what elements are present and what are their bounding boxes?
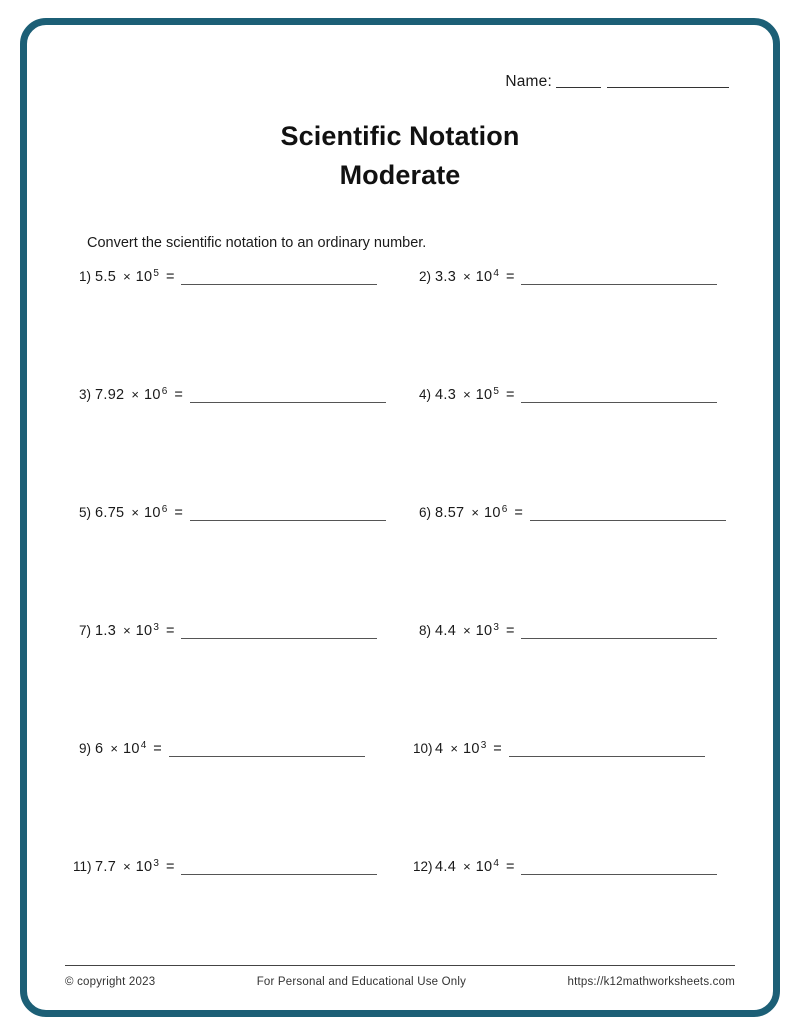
problem-number: 8) [419,623,432,639]
base: 10 [484,505,501,522]
coefficient: 4.4 [435,859,457,876]
answer-input[interactable] [169,741,365,757]
multiply-icon: × [471,505,480,521]
base: 10 [135,623,153,640]
problem-expression [435,623,521,639]
usage-text: For Personal and Educational Use Only [256,976,467,988]
multiply-icon: × [463,623,471,639]
exponent: 3 [153,858,159,870]
base: 10 [144,387,161,404]
equals-sign: = [505,269,515,286]
answer-input[interactable] [181,269,377,285]
worksheet-frame [20,18,780,1017]
exponent: 6 [161,386,168,398]
answer-input[interactable] [181,859,377,875]
base: 10 [144,505,161,522]
coefficient: 7.7 [95,859,117,876]
multiply-icon: × [450,741,458,757]
problem-expression [95,741,169,757]
coefficient: 6.75 [95,505,125,522]
problem-expression [95,623,181,639]
name-label: Name: [505,73,552,90]
problem-number: 4) [419,387,432,403]
problem-expression [435,741,509,757]
instructions: Convert the scientific notation to an ordinary number. [87,235,427,252]
problem-expression [435,387,521,403]
name-blank-long[interactable] [607,87,729,88]
answer-input[interactable] [521,859,717,875]
exponent: 4 [493,858,499,870]
answer-input[interactable] [190,505,386,521]
problem-item [65,265,395,383]
answer-input[interactable] [190,387,386,403]
problem-expression [95,505,190,521]
equals-sign: = [505,859,515,876]
problem-expression [435,505,530,521]
answer-input[interactable] [521,269,717,285]
problem-number: 9) [79,741,92,757]
multiply-icon: × [131,387,140,403]
name-row [65,73,735,91]
problem-expression [95,387,190,403]
footer-row [65,976,735,988]
base: 10 [475,269,493,286]
multiply-icon: × [463,269,471,285]
footer-divider [65,965,735,966]
multiply-icon: × [131,505,140,521]
page-title [65,117,735,195]
exponent: 6 [501,504,508,516]
equals-sign: = [165,269,175,286]
name-blank-short[interactable] [556,87,601,88]
problem-number: 6) [419,505,432,521]
problem-expression [435,859,521,875]
footer [65,965,735,988]
coefficient: 5.5 [95,269,117,286]
problem-item [65,855,395,973]
copyright-text: © copyright 2023 [65,976,156,988]
problem-item [65,383,395,501]
base: 10 [475,623,493,640]
base: 10 [122,741,140,758]
multiply-icon: × [110,741,118,757]
exponent: 3 [153,622,159,634]
coefficient: 4 [435,741,444,758]
problem-grid [65,265,735,973]
problem-expression [435,269,521,285]
equals-sign: = [165,859,175,876]
equals-sign: = [174,505,183,522]
problem-number: 10) [413,741,433,757]
coefficient: 6 [95,741,104,758]
exponent: 6 [161,504,168,516]
coefficient: 4.4 [435,623,457,640]
coefficient: 7.92 [95,387,125,404]
exponent: 3 [493,622,499,634]
problem-number: 3) [79,387,92,403]
problem-expression [95,269,181,285]
answer-input[interactable] [530,505,726,521]
problem-item [405,619,735,737]
title-line-2: Moderate [339,160,461,191]
coefficient: 8.57 [435,505,465,522]
base: 10 [135,859,153,876]
title-line-1: Scientific Notation [280,121,520,151]
problem-item [405,737,735,855]
equals-sign: = [153,741,162,758]
multiply-icon: × [123,269,131,285]
problem-item [405,501,735,619]
multiply-icon: × [123,623,131,639]
answer-input[interactable] [521,623,717,639]
coefficient: 1.3 [95,623,117,640]
problem-number: 7) [79,623,92,639]
answer-input[interactable] [509,741,705,757]
answer-input[interactable] [521,387,717,403]
problem-expression [95,859,181,875]
multiply-icon: × [463,859,471,875]
problem-item [65,501,395,619]
base: 10 [475,387,493,404]
problem-number: 5) [79,505,92,521]
exponent: 5 [153,268,159,280]
website-url[interactable]: https://k12mathworksheets.com [567,976,735,988]
problem-item [65,737,395,855]
equals-sign: = [505,387,515,404]
problem-number: 12) [413,859,433,875]
exponent: 5 [493,386,499,398]
equals-sign: = [493,741,502,758]
exponent: 3 [480,740,487,752]
equals-sign: = [505,623,515,640]
problem-item [405,265,735,383]
problem-number: 11) [73,859,92,875]
equals-sign: = [174,387,183,404]
equals-sign: = [165,623,175,640]
base: 10 [475,859,493,876]
multiply-icon: × [123,859,131,875]
problem-item [405,855,735,973]
problem-number: 2) [419,269,432,285]
equals-sign: = [514,505,523,522]
problem-number: 1) [79,269,92,285]
problem-item [405,383,735,501]
coefficient: 3.3 [435,269,457,286]
base: 10 [462,741,480,758]
base: 10 [135,269,153,286]
coefficient: 4.3 [435,387,457,404]
answer-input[interactable] [181,623,377,639]
multiply-icon: × [463,387,471,403]
exponent: 4 [493,268,499,280]
problem-item [65,619,395,737]
exponent: 4 [140,740,147,752]
